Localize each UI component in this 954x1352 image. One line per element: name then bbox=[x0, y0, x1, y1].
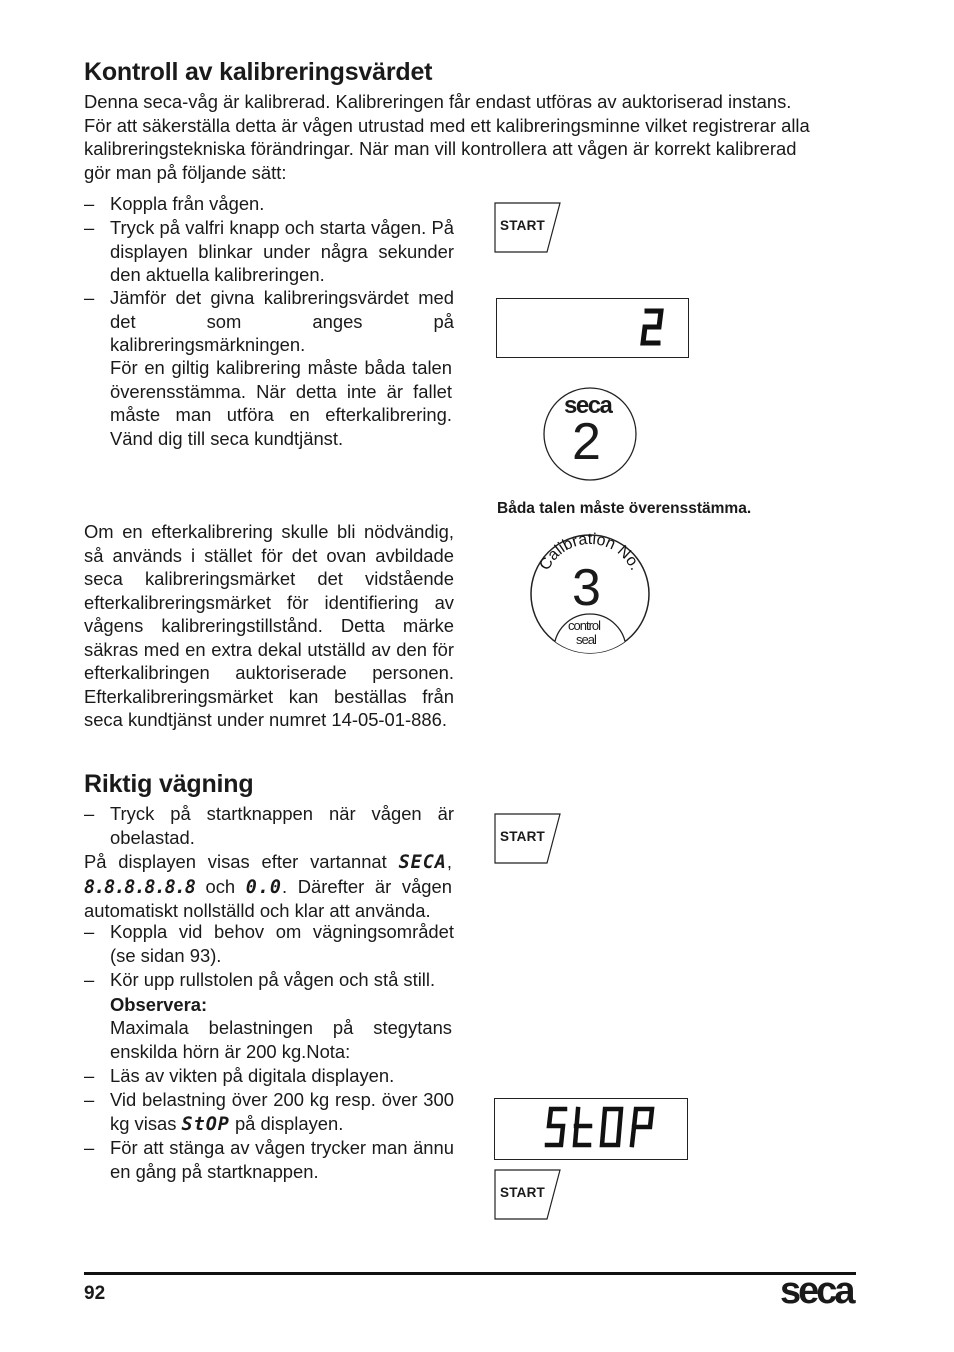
section-heading-calibration: Kontroll av kalibreringsvärdet bbox=[84, 58, 433, 86]
seal-number: 2 bbox=[572, 413, 601, 471]
lcd-eights-text: 8.8.8.8.8.8 bbox=[84, 876, 195, 898]
page-number: 92 bbox=[84, 1283, 106, 1304]
list-item bbox=[84, 216, 454, 287]
seal-arc-text: Calibration No. bbox=[536, 532, 644, 574]
step-note: För en giltig kalibrering måste båda talen överensstämma. När detta inte är fallet måste man utföra en efterkalibrering. Vänd dig till seca kundtjänst. bbox=[110, 357, 452, 449]
recalibration-seal bbox=[528, 532, 652, 656]
list-item bbox=[84, 286, 454, 357]
text: och bbox=[194, 875, 246, 897]
lcd-stop-text: StOP bbox=[181, 1113, 230, 1135]
list-dash: – bbox=[84, 969, 95, 990]
start-button-illustration bbox=[494, 1169, 564, 1221]
seal-bottom-text-2: seal bbox=[576, 632, 596, 647]
list-item-text: Jämför det givna kalibreringsvärdet med det som anges på kalibreringsmärkningen. bbox=[110, 287, 454, 355]
segment-stop-icon bbox=[495, 1099, 687, 1159]
list-dash: – bbox=[84, 1089, 95, 1110]
start-button-illustration bbox=[494, 202, 564, 254]
display-illustration bbox=[494, 1098, 688, 1160]
intro-line: För att säkerställa detta är vågen utrustad med ett kalibreringsminne vilket registrerar alla bbox=[84, 114, 810, 136]
list-dash: – bbox=[84, 1137, 95, 1158]
start-label: START bbox=[500, 218, 545, 233]
figure-caption: Båda talen måste överensstämma. bbox=[497, 500, 752, 517]
list-item bbox=[84, 920, 454, 967]
seal-bottom-text-1: control bbox=[568, 618, 601, 633]
display-sequence-paragraph bbox=[84, 850, 452, 923]
list-item bbox=[84, 1136, 454, 1183]
list-dash: – bbox=[84, 921, 95, 942]
text: På displayen visas efter vartannat bbox=[84, 851, 399, 872]
list-item-text: För att stänga av vågen trycker man ännu en gång på startknappen. bbox=[110, 1137, 454, 1182]
start-label: START bbox=[500, 829, 545, 844]
footer-rule bbox=[84, 1272, 856, 1275]
list-item-text: Tryck på valfri knapp och starta vågen. På displayen blinkar under några sekunder den aktuella kalibreringen. bbox=[110, 217, 454, 285]
list-dash: – bbox=[84, 217, 95, 238]
recalibration-paragraph: Om en efterkalibrering skulle bli nödvändig, så används i stället för det ovan avbildade seca kalibreringsmärket det vidstående efterkalibreringsmärket för identifiering av vågens kalibreringstillstånd. Detta märke säkras med en extra dekal utställd av den för efterkalibringen auktoriserade personen. Efterkalibreringsmärket kan beställas från seca kundtjänst under numret 14-05-01-886. bbox=[84, 521, 454, 730]
intro-paragraph bbox=[84, 90, 860, 184]
list-dash: – bbox=[84, 193, 95, 214]
text: Vid belastning över 200 kg resp. över 300 kg visas bbox=[110, 1089, 454, 1134]
lcd-zero-text: 0.0 bbox=[245, 876, 282, 898]
display-illustration bbox=[496, 298, 689, 358]
segment-digit-2-icon bbox=[497, 299, 688, 357]
list-dash: – bbox=[84, 1065, 95, 1086]
text: på displayen. bbox=[229, 1112, 344, 1134]
observera-text: Maximala belastningen på stegytans enskilda hörn är 200 kg.Nota: bbox=[110, 1017, 452, 1062]
list-item bbox=[84, 802, 454, 849]
list-item-text bbox=[110, 1088, 454, 1136]
list-item-text: Koppla vid behov om vägningsområdet (se sidan 93). bbox=[110, 921, 454, 966]
intro-line: gör man på följande sätt: bbox=[84, 161, 287, 183]
observera-label: Observera: bbox=[110, 994, 208, 1015]
list-item bbox=[84, 192, 454, 216]
seal-number: 3 bbox=[572, 559, 601, 617]
start-label: START bbox=[500, 1185, 545, 1200]
intro-line: kalibreringstekniska förändringar. När man vill kontrollera att vågen är korrekt kalibrerad bbox=[84, 138, 797, 159]
list-dash: – bbox=[84, 803, 95, 824]
text: , bbox=[446, 851, 452, 872]
start-button-illustration bbox=[494, 813, 564, 865]
list-item bbox=[84, 968, 454, 992]
list-dash: – bbox=[84, 287, 95, 308]
list-item-text: Tryck på startknappen när vågen är obelastad. bbox=[110, 803, 454, 848]
seca-logo: seca bbox=[780, 1270, 853, 1312]
seca-calibration-seal bbox=[542, 386, 640, 484]
list-item-text: Kör upp rullstolen på vågen och stå still. bbox=[110, 969, 436, 990]
seal-brand: seca bbox=[564, 392, 612, 419]
lcd-seca-text: SECA bbox=[398, 852, 447, 873]
section-heading-weighing: Riktig vägning bbox=[84, 770, 254, 798]
list-item-text: Läs av vikten på digitala displayen. bbox=[110, 1065, 395, 1086]
list-item-text: Koppla från vågen. bbox=[110, 193, 265, 214]
list-item bbox=[84, 1088, 454, 1136]
text: . Därefter är vågen automatiskt nollställd och klar att använda. bbox=[84, 875, 452, 921]
list-item bbox=[84, 1064, 454, 1088]
intro-line: Denna seca-våg är kalibrerad. Kalibreringen får endast utföras av auktoriserad instans. bbox=[84, 91, 792, 112]
